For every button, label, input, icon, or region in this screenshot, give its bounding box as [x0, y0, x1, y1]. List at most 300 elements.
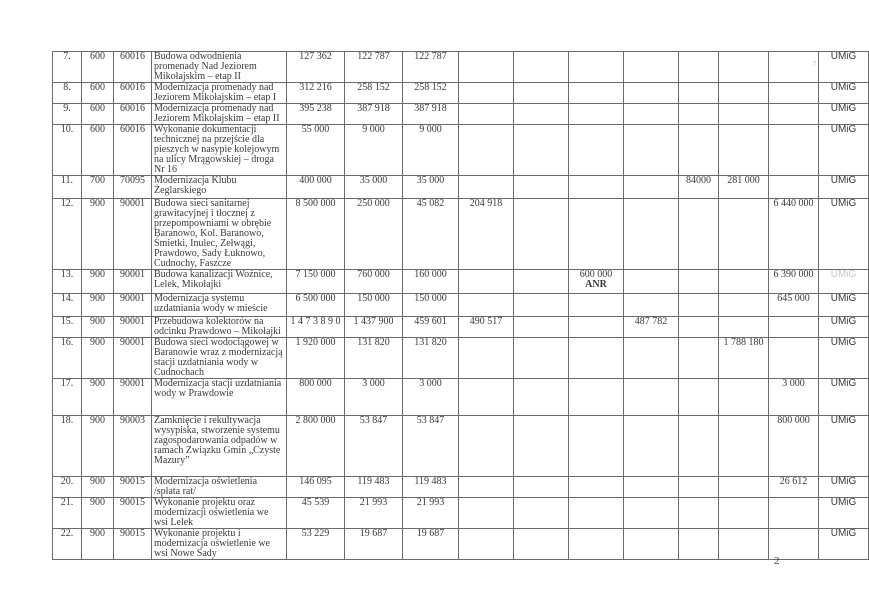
- total-cost-text: 53 229: [301, 528, 330, 539]
- funding-col9-cell: [719, 338, 769, 379]
- own-funds-cell: [403, 176, 459, 199]
- total-cost-cell: [287, 104, 345, 125]
- row-number-cell: [53, 176, 82, 199]
- funding-col6-cell: [569, 176, 624, 199]
- unit-cell: [819, 498, 869, 529]
- total-cost-cell: [287, 498, 345, 529]
- own-funds-text: 19 687: [416, 528, 445, 539]
- funding-col8-cell: [679, 498, 719, 529]
- own-funds-cell: [403, 104, 459, 125]
- row-number-cell: [53, 270, 82, 294]
- total-cost-text: 45 539: [301, 497, 330, 508]
- total-cost-text: 8 500 000: [295, 198, 336, 209]
- unit-cell: [819, 52, 869, 83]
- year-expenditure-cell: [345, 338, 403, 379]
- table-row: [53, 125, 869, 176]
- own-funds-text: 53 847: [416, 415, 445, 426]
- total-cost-cell: [287, 379, 345, 416]
- task-name-cell: [152, 477, 287, 498]
- dzial-text: 600: [90, 51, 105, 62]
- own-funds-text: 131 820: [414, 337, 447, 348]
- year-expenditure-cell: [345, 477, 403, 498]
- margin-mark: 7: [813, 62, 816, 67]
- year-expenditure-cell: [345, 416, 403, 477]
- task-name-text: Modernizacja promenady nad Jeziorem Mikołajskim – etap II: [154, 103, 280, 124]
- year-expenditure-text: 9 000: [362, 124, 385, 135]
- unit-cell: [819, 176, 869, 199]
- rozdzial-cell: [114, 294, 152, 317]
- funding-col6-cell: [569, 317, 624, 338]
- rozdzial-text: 60016: [120, 124, 145, 135]
- credits-loans-cell: [459, 52, 514, 83]
- year-expenditure-text: 258 152: [357, 82, 390, 93]
- unit-text: UMiG: [830, 124, 857, 135]
- row-number-text: 12.: [60, 198, 74, 209]
- task-name-cell: [152, 199, 287, 270]
- task-name-cell: [152, 338, 287, 379]
- funding-col10-cell: [769, 477, 819, 498]
- investment-table: [52, 51, 869, 560]
- unit-cell: [819, 83, 869, 104]
- unit-text: UMiG: [830, 337, 857, 348]
- year-expenditure-cell: [345, 104, 403, 125]
- funding-col10-cell: [769, 52, 819, 83]
- funding-col10-cell: [769, 317, 819, 338]
- row-number-text: 21.: [60, 497, 74, 508]
- unit-cell: [819, 379, 869, 416]
- funding-col6-cell: [569, 379, 624, 416]
- funding-col10-cell: [769, 498, 819, 529]
- row-number-text: 14.: [60, 293, 74, 304]
- total-cost-text: 146 095: [299, 476, 332, 487]
- funding-col10-cell: [769, 294, 819, 317]
- rozdzial-text: 90001: [120, 269, 145, 280]
- funding-col10-cell: [769, 199, 819, 270]
- unit-text: UMiG: [830, 103, 857, 114]
- funding-col7-cell: [624, 176, 679, 199]
- dzial-cell: [82, 83, 114, 104]
- funding-col6-cell: [569, 52, 624, 83]
- total-cost-text: 312 216: [299, 82, 332, 93]
- table-row: [53, 294, 869, 317]
- row-number-cell: [53, 52, 82, 83]
- funding-col10-cell: [769, 104, 819, 125]
- unit-text: UMiG: [830, 476, 857, 487]
- funding-col6-cell: [569, 338, 624, 379]
- own-funds-cell: [403, 416, 459, 477]
- funding-col9-cell: [719, 416, 769, 477]
- credits-loans-text: 490 517: [469, 316, 503, 327]
- year-expenditure-text: 250 000: [357, 198, 390, 209]
- credits-loans-cell: [459, 529, 514, 560]
- task-name-text: Budowa sieci wodociągowej w Baranowie wraz z modernizacją stacji uzdatniania wody w Cudnochach: [154, 337, 283, 378]
- dzial-text: 600: [90, 124, 105, 135]
- page-number: 2: [774, 555, 780, 567]
- year-expenditure-cell: [345, 498, 403, 529]
- dzial-cell: [82, 270, 114, 294]
- unit-text: UMiG: [830, 82, 857, 93]
- funding-col10-cell: [769, 83, 819, 104]
- dzial-text: 600: [90, 82, 105, 93]
- funding-col5-cell: [514, 317, 569, 338]
- total-cost-text: 6 500 000: [295, 293, 336, 304]
- funding-col9-cell: [719, 294, 769, 317]
- dzial-cell: [82, 477, 114, 498]
- rozdzial-cell: [114, 52, 152, 83]
- row-number-text: 18.: [60, 415, 74, 426]
- funding-col5-cell: [514, 104, 569, 125]
- funding-col5-cell: [514, 379, 569, 416]
- task-name-text: Modernizacja systemu uzdatniania wody w mieście: [154, 293, 268, 314]
- task-name-text: Modernizacja stacji uzdatniania wody w Prawdowie: [154, 378, 282, 399]
- funding-col10-cell: [769, 416, 819, 477]
- funding-col5-cell: [514, 498, 569, 529]
- unit-text: UMiG: [830, 378, 857, 389]
- dzial-text: 900: [90, 497, 105, 508]
- table-row: [53, 317, 869, 338]
- total-cost-cell: [287, 199, 345, 270]
- year-expenditure-cell: [345, 52, 403, 83]
- funding-col6-cell: [569, 104, 624, 125]
- year-expenditure-text: 122 787: [357, 51, 390, 62]
- year-expenditure-cell: [345, 125, 403, 176]
- year-expenditure-cell: [345, 317, 403, 338]
- task-name-cell: [152, 83, 287, 104]
- year-expenditure-cell: [345, 294, 403, 317]
- task-name-cell: [152, 416, 287, 477]
- dzial-cell: [82, 416, 114, 477]
- funding-col5-cell: [514, 176, 569, 199]
- task-name-cell: [152, 498, 287, 529]
- own-funds-text: 387 918: [414, 103, 447, 114]
- dzial-cell: [82, 379, 114, 416]
- dzial-cell: [82, 529, 114, 560]
- funding-col6-text: 600 000: [579, 269, 613, 280]
- rozdzial-cell: [114, 416, 152, 477]
- funding-col7-cell: [624, 199, 679, 270]
- funding-col7-cell: [624, 294, 679, 317]
- funding-col9-cell: [719, 125, 769, 176]
- funding-col7-cell: [624, 104, 679, 125]
- task-name-cell: [152, 379, 287, 416]
- own-funds-text: 3 000: [419, 378, 442, 389]
- dzial-text: 900: [90, 316, 105, 327]
- credits-loans-text: 204 918: [469, 198, 503, 209]
- funding-col6-cell: [569, 416, 624, 477]
- year-expenditure-cell: [345, 176, 403, 199]
- task-name-text: Budowa odwodnienia promenady Nad Jeziorem Mikołajskim – etap II: [154, 51, 257, 82]
- dzial-text: 900: [90, 269, 105, 280]
- funding-col10-text: 6 390 000: [773, 269, 814, 280]
- funding-col8-cell: [679, 338, 719, 379]
- funding-col9-cell: [719, 477, 769, 498]
- row-number-cell: [53, 477, 82, 498]
- rozdzial-text: 90015: [120, 476, 145, 487]
- own-funds-cell: [403, 379, 459, 416]
- task-name-text: Wykonanie projektu i modernizacja oświetlenie we wsi Nowe Sady: [154, 528, 271, 559]
- total-cost-cell: [287, 176, 345, 199]
- year-expenditure-cell: [345, 199, 403, 270]
- row-number-text: 11.: [60, 175, 74, 186]
- funding-col7-cell: [624, 338, 679, 379]
- funding-col5-cell: [514, 294, 569, 317]
- rozdzial-text: 70095: [120, 175, 145, 186]
- funding-col9-cell: [719, 176, 769, 199]
- rozdzial-text: 90001: [120, 293, 145, 304]
- funding-col9-text: 1 788 180: [723, 337, 764, 348]
- year-expenditure-text: 119 483: [357, 476, 390, 487]
- funding-col5-cell: [514, 338, 569, 379]
- year-expenditure-cell: [345, 529, 403, 560]
- total-cost-cell: [287, 125, 345, 176]
- own-funds-text: 45 082: [416, 198, 445, 209]
- funding-col5-cell: [514, 83, 569, 104]
- row-number-text: 15.: [60, 316, 74, 327]
- rozdzial-cell: [114, 379, 152, 416]
- funding-col9-cell: [719, 270, 769, 294]
- task-name-text: Przebudowa kolektorów na odcinku Prawdowo – Mikołajki: [154, 316, 281, 337]
- funding-col9-cell: [719, 317, 769, 338]
- row-number-text: 7.: [63, 51, 71, 62]
- rozdzial-cell: [114, 477, 152, 498]
- funding-col8-text: 84000: [686, 175, 711, 186]
- own-funds-cell: [403, 125, 459, 176]
- total-cost-text: 395 238: [299, 103, 332, 114]
- unit-text: UMiG: [830, 51, 857, 62]
- table-row: [53, 104, 869, 125]
- unit-text: UMiG: [830, 415, 857, 426]
- task-name-text: Wykonanie dokumentacji technicznej na przejście dla pieszych w nasypie kolejowym na ulicy Mrągowskiej – droga Nr 16: [154, 124, 280, 175]
- row-number-text: 8.: [63, 82, 71, 93]
- unit-cell: [819, 125, 869, 176]
- rozdzial-cell: [114, 176, 152, 199]
- task-name-text: Wykonanie projektu oraz modernizacji oświetlenia we wsi Lelek: [154, 497, 269, 528]
- dzial-text: 900: [90, 378, 105, 389]
- task-name-text: Modernizacja oświetlenia /spłata rat/: [154, 476, 258, 497]
- funding-col9-cell: [719, 199, 769, 270]
- row-number-cell: [53, 416, 82, 477]
- funding-col7-cell: [624, 529, 679, 560]
- dzial-text: 900: [90, 528, 105, 539]
- funding-col5-cell: [514, 270, 569, 294]
- funding-col8-cell: [679, 379, 719, 416]
- unit-cell: [819, 338, 869, 379]
- task-name-cell: [152, 294, 287, 317]
- own-funds-cell: [403, 199, 459, 270]
- rozdzial-cell: [114, 83, 152, 104]
- credits-loans-cell: [459, 338, 514, 379]
- year-expenditure-cell: [345, 379, 403, 416]
- row-number-cell: [53, 529, 82, 560]
- task-name-text: Budowa sieci sanitarnej grawitacyjnej i tłocznej z przepompowniami w obrębie Baranowo, Kol. Baranowo, Śmietki, Inulec, Zełwągi, Prawdowo, Sady Łuknowo, Cudnochy, Faszcze: [154, 198, 272, 269]
- row-number-cell: [53, 379, 82, 416]
- funding-col7-cell: [624, 317, 679, 338]
- total-cost-cell: [287, 416, 345, 477]
- unit-cell: [819, 317, 869, 338]
- row-number-text: 17.: [60, 378, 74, 389]
- own-funds-text: 21 993: [416, 497, 445, 508]
- table-row: [53, 529, 869, 560]
- row-number-text: 22.: [60, 528, 74, 539]
- funding-col10-cell: [769, 379, 819, 416]
- unit-cell: [819, 477, 869, 498]
- unit-cell: [819, 199, 869, 270]
- funding-col6-cell: [569, 498, 624, 529]
- rozdzial-text: 90015: [120, 497, 145, 508]
- funding-col5-cell: [514, 416, 569, 477]
- row-number-cell: [53, 317, 82, 338]
- year-expenditure-text: 35 000: [359, 175, 388, 186]
- table-row: [53, 498, 869, 529]
- year-expenditure-text: 53 847: [359, 415, 388, 426]
- funding-col6-cell: [569, 199, 624, 270]
- funding-col7-text: 487 782: [634, 316, 668, 327]
- own-funds-text: 35 000: [416, 175, 445, 186]
- row-number-cell: [53, 338, 82, 379]
- funding-col9-cell: [719, 379, 769, 416]
- funding-col9-cell: [719, 529, 769, 560]
- own-funds-text: 119 483: [414, 476, 447, 487]
- table-row: [53, 83, 869, 104]
- year-expenditure-text: 1 437 900: [353, 316, 394, 327]
- funding-col6-cell: [569, 270, 624, 294]
- table-row: [53, 52, 869, 83]
- total-cost-text: 7 150 000: [295, 269, 336, 280]
- dzial-cell: [82, 52, 114, 83]
- unit-cell: [819, 294, 869, 317]
- year-expenditure-text: 3 000: [362, 378, 385, 389]
- dzial-text: 600: [90, 103, 105, 114]
- funding-col9-text: 281 000: [727, 175, 760, 186]
- unit-cell: [819, 270, 869, 294]
- total-cost-text: 400 000: [299, 175, 332, 186]
- funding-col10-cell: [769, 338, 819, 379]
- funding-col9-cell: [719, 52, 769, 83]
- unit-text: UMiG: [830, 497, 857, 508]
- dzial-cell: [82, 498, 114, 529]
- credits-loans-cell: [459, 125, 514, 176]
- funding-col10-cell: [769, 270, 819, 294]
- funding-col7-cell: [624, 125, 679, 176]
- funding-col10-text: 3 000: [782, 378, 805, 389]
- funding-col5-cell: [514, 52, 569, 83]
- credits-loans-cell: [459, 176, 514, 199]
- dzial-text: 700: [90, 175, 105, 186]
- year-expenditure-text: 387 918: [357, 103, 390, 114]
- funding-col6-cell: [569, 294, 624, 317]
- task-name-text: Modernizacja Klubu Żeglarskiego: [154, 175, 237, 196]
- table-row: [53, 379, 869, 416]
- year-expenditure-text: 21 993: [359, 497, 388, 508]
- funding-col7-cell: [624, 52, 679, 83]
- funding-col10-cell: [769, 176, 819, 199]
- own-funds-cell: [403, 270, 459, 294]
- credits-loans-cell: [459, 317, 514, 338]
- total-cost-text: 800 000: [299, 378, 332, 389]
- funding-col9-cell: [719, 83, 769, 104]
- own-funds-cell: [403, 317, 459, 338]
- unit-cell: [819, 529, 869, 560]
- row-number-text: 9.: [63, 103, 71, 114]
- funding-col5-cell: [514, 529, 569, 560]
- funding-col6-cell: [569, 83, 624, 104]
- rozdzial-text: 90001: [120, 337, 145, 348]
- row-number-text: 10.: [60, 124, 74, 135]
- row-number-cell: [53, 104, 82, 125]
- total-cost-text: 127 362: [299, 51, 332, 62]
- row-number-text: 13.: [60, 269, 74, 280]
- table-row: [53, 199, 869, 270]
- credits-loans-cell: [459, 477, 514, 498]
- funding-col8-cell: [679, 176, 719, 199]
- rozdzial-cell: [114, 104, 152, 125]
- own-funds-text: 122 787: [414, 51, 447, 62]
- funding-col6-cell: [569, 125, 624, 176]
- rozdzial-cell: [114, 529, 152, 560]
- funding-col8-cell: [679, 317, 719, 338]
- task-name-text: Budowa kanalizacji Woźnice, Lelek, Mikołajki: [154, 269, 273, 290]
- funding-col8-cell: [679, 125, 719, 176]
- funding-col7-cell: [624, 83, 679, 104]
- own-funds-text: 258 152: [414, 82, 447, 93]
- dzial-text: 900: [90, 476, 105, 487]
- rozdzial-cell: [114, 338, 152, 379]
- rozdzial-cell: [114, 498, 152, 529]
- funding-col9-cell: [719, 104, 769, 125]
- credits-loans-cell: [459, 294, 514, 317]
- funding-col8-cell: [679, 83, 719, 104]
- unit-text: UMiG: [830, 293, 857, 304]
- rozdzial-cell: [114, 317, 152, 338]
- funding-col7-cell: [624, 477, 679, 498]
- total-cost-cell: [287, 317, 345, 338]
- task-name-cell: [152, 125, 287, 176]
- funding-col5-cell: [514, 477, 569, 498]
- total-cost-cell: [287, 477, 345, 498]
- row-number-cell: [53, 294, 82, 317]
- funding-col10-text: 645 000: [777, 293, 810, 304]
- funding-col10-text: 26 612: [779, 476, 808, 487]
- table-row: [53, 416, 869, 477]
- table-row: [53, 477, 869, 498]
- rozdzial-text: 90001: [120, 378, 145, 389]
- total-cost-cell: [287, 270, 345, 294]
- funding-col8-cell: [679, 477, 719, 498]
- row-number-text: 20.: [60, 476, 74, 487]
- task-name-cell: [152, 317, 287, 338]
- dzial-cell: [82, 125, 114, 176]
- total-cost-text: 55 000: [301, 124, 330, 135]
- funding-col10-text: 800 000: [777, 415, 810, 426]
- row-number-cell: [53, 83, 82, 104]
- total-cost-cell: [287, 52, 345, 83]
- own-funds-cell: [403, 294, 459, 317]
- credits-loans-cell: [459, 416, 514, 477]
- funding-col8-cell: [679, 199, 719, 270]
- dzial-text: 900: [90, 293, 105, 304]
- dzial-text: 900: [90, 415, 105, 426]
- credits-loans-cell: [459, 498, 514, 529]
- row-number-text: 16.: [60, 337, 74, 348]
- task-name-cell: [152, 176, 287, 199]
- task-name-cell: [152, 52, 287, 83]
- unit-text: UMiG: [830, 316, 857, 327]
- funding-col8-cell: [679, 270, 719, 294]
- credits-loans-cell: [459, 199, 514, 270]
- unit-text: UMiG: [830, 269, 857, 280]
- year-expenditure-text: 760 000: [357, 269, 390, 280]
- funding-col7-cell: [624, 270, 679, 294]
